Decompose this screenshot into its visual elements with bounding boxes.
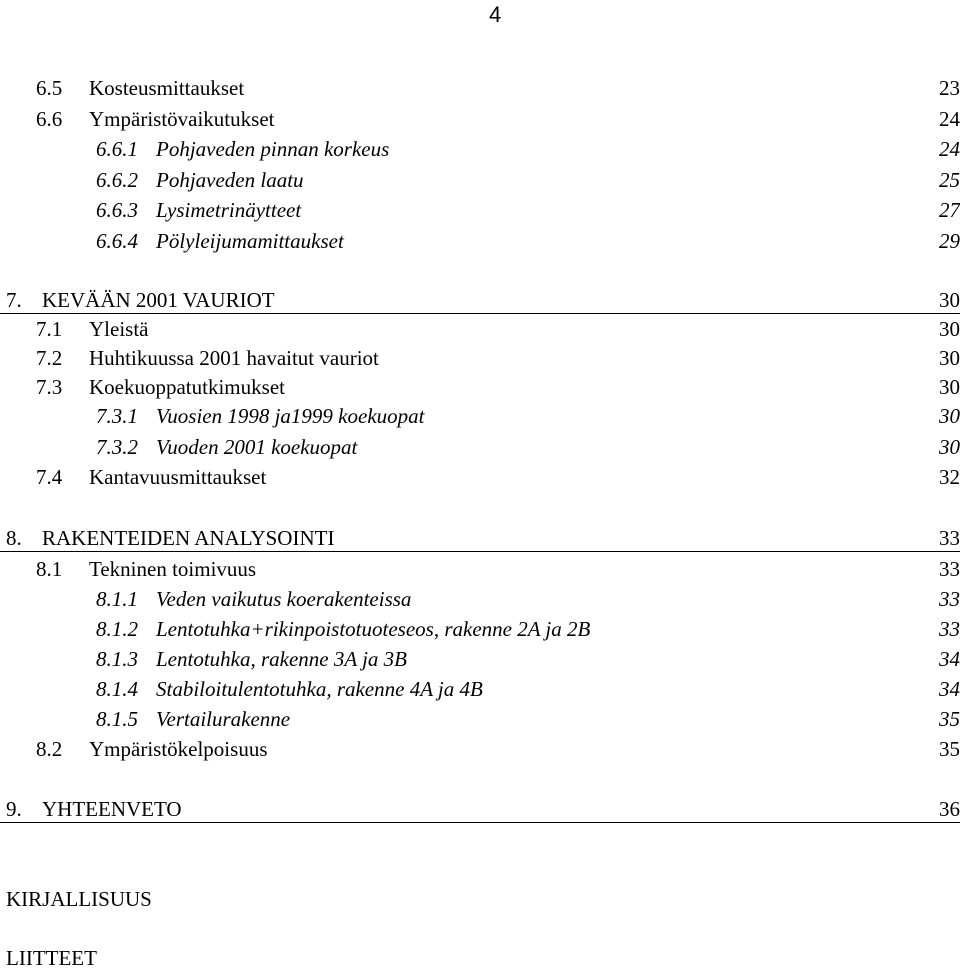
toc-number: 8.2: [36, 737, 63, 761]
toc-page: 30: [939, 435, 960, 459]
toc-entry-6-6-3[interactable]: [0, 196, 960, 224]
toc-title: YHTEENVETO: [42, 797, 182, 821]
toc-entry-8-1-3[interactable]: [0, 645, 960, 673]
toc-page: 24: [939, 107, 960, 131]
toc-number: 6.6: [36, 107, 63, 131]
chapter-rule: [0, 313, 960, 314]
toc-entry-8-1-2[interactable]: [0, 615, 960, 643]
toc-page: 36: [939, 797, 960, 821]
chapter-rule: [0, 822, 960, 823]
toc-title: Vuosien 1998 ja1999 koekuopat: [156, 404, 425, 428]
toc-entry-7-1[interactable]: [0, 315, 960, 343]
toc-page: 34: [939, 647, 960, 671]
toc-page: 30: [939, 375, 960, 399]
toc-title: Tekninen toimivuus: [89, 557, 257, 581]
toc-number: 7.2: [36, 346, 63, 370]
toc-number: 8.1: [36, 557, 63, 581]
toc-title: Veden vaikutus koerakenteissa: [156, 587, 412, 611]
toc-page: 33: [939, 617, 960, 641]
toc-page: 33: [939, 557, 960, 581]
toc-entry-7-4[interactable]: [0, 463, 960, 491]
toc-page: 33: [939, 526, 960, 550]
toc-title: Kosteusmittaukset: [89, 76, 245, 100]
toc-page: 33: [939, 587, 960, 611]
toc-title: Huhtikuussa 2001 havaitut vauriot: [89, 346, 379, 370]
toc-title: Lysimetrinäytteet: [156, 198, 302, 222]
toc-page: 30: [939, 288, 960, 312]
toc-entry-liitteet[interactable]: LIITTEET: [6, 946, 97, 970]
toc-page: 27: [939, 198, 960, 222]
toc-number: 8.1.5: [96, 707, 138, 731]
toc-title: Yleistä: [89, 317, 149, 341]
toc-title: Kantavuusmittaukset: [89, 465, 267, 489]
toc-title: Stabiloitulentotuhka, rakenne 4A ja 4B: [156, 677, 483, 701]
toc-title: RAKENTEIDEN ANALYSOINTI: [42, 526, 335, 550]
toc-title: KEVÄÄN 2001 VAURIOT: [42, 288, 275, 312]
toc-number: 9.: [6, 797, 22, 821]
toc-number: 6.6.1: [96, 137, 138, 161]
toc-entry-6-6-2[interactable]: [0, 166, 960, 194]
toc-title: Vuoden 2001 koekuopat: [156, 435, 358, 459]
toc-page: 24: [939, 137, 960, 161]
toc-page: 23: [939, 76, 960, 100]
toc-page: 35: [939, 707, 960, 731]
toc-entry-6-5[interactable]: [0, 74, 960, 102]
toc-entry-7-3-1[interactable]: [0, 402, 960, 430]
toc-title: Pohjaveden pinnan korkeus: [156, 137, 390, 161]
toc-number: 8.1.1: [96, 587, 138, 611]
toc-title: Vertailurakenne: [156, 707, 291, 731]
toc-entry-8-1-1[interactable]: [0, 585, 960, 613]
toc-number: 7.: [6, 288, 22, 312]
toc-entry-7-2[interactable]: [0, 344, 960, 372]
toc-number: 8.1.2: [96, 617, 138, 641]
toc-entry-8-2[interactable]: [0, 735, 960, 763]
toc-number: 6.6.3: [96, 198, 138, 222]
toc-entry-8-1-5[interactable]: [0, 705, 960, 733]
toc-number: 6.6.2: [96, 168, 138, 192]
toc-title: Lentotuhka, rakenne 3A ja 3B: [156, 647, 407, 671]
toc-entry-8-1[interactable]: [0, 555, 960, 583]
toc-entry-7-3-2[interactable]: [0, 433, 960, 461]
toc-entry-6-6-1[interactable]: [0, 135, 960, 163]
page-number: 4: [489, 2, 502, 27]
toc-page: 29: [939, 229, 960, 253]
toc-title: Koekuoppatutkimukset: [89, 375, 285, 399]
toc-entry-kirjallisuus[interactable]: KIRJALLISUUS: [6, 887, 152, 911]
chapter-rule: [0, 551, 960, 552]
toc-title: Ympäristövaikutukset: [89, 107, 275, 131]
toc-page: 35: [939, 737, 960, 761]
toc-number: 6.5: [36, 76, 63, 100]
toc-entry-8[interactable]: [0, 524, 960, 552]
toc-number: 8.: [6, 526, 22, 550]
toc-page: 34: [939, 677, 960, 701]
toc-number: 7.4: [36, 465, 63, 489]
toc-title: Lentotuhka+rikinpoistotuoteseos, rakenne 2A ja 2B: [156, 617, 591, 641]
toc-number: 7.3.1: [96, 404, 138, 428]
toc-entry-6-6[interactable]: [0, 105, 960, 133]
toc-page: 25: [939, 168, 960, 192]
toc-number: 7.3: [36, 375, 63, 399]
toc-number: 7.3.2: [96, 435, 138, 459]
toc-number: 7.1: [36, 317, 63, 341]
toc-title: Pohjaveden laatu: [156, 168, 304, 192]
toc-number: 6.6.4: [96, 229, 138, 253]
toc-number: 8.1.4: [96, 677, 138, 701]
toc-entry-6-6-4[interactable]: [0, 227, 960, 255]
toc-page: 30: [939, 317, 960, 341]
toc-entry-8-1-4[interactable]: [0, 675, 960, 703]
toc-page: 30: [939, 404, 960, 428]
toc-entry-9[interactable]: [0, 795, 960, 823]
toc-title: Pölyleijumamittaukset: [156, 229, 344, 253]
toc-entry-7-3[interactable]: [0, 373, 960, 401]
toc-number: 8.1.3: [96, 647, 138, 671]
toc-page: 32: [939, 465, 960, 489]
toc-title: Ympäristökelpoisuus: [89, 737, 268, 761]
toc-page: 30: [939, 346, 960, 370]
toc-entry-7[interactable]: [0, 286, 960, 314]
